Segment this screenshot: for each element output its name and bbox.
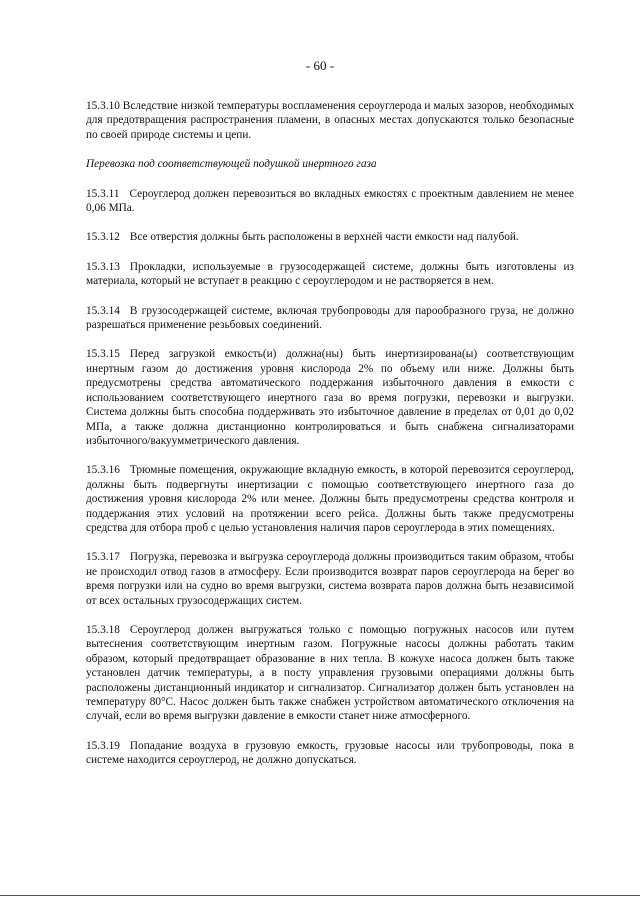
paragraph-15-3-10: 15.3.10 Вследствие низкой температуры воспламенения сероуглерода и малых зазоров, необходимых для предотвращения распространения пламени, в опасных местах допускаются только безопасные по своей природе системы и цепи. <box>86 100 574 141</box>
paragraph-15-3-16 <box>86 463 574 535</box>
paragraph-15-3-15 <box>86 347 574 448</box>
paragraph-15-3-11 <box>86 187 574 216</box>
paragraph-number: 15.3.14 <box>86 304 120 317</box>
paragraph-number: 15.3.12 <box>86 231 120 244</box>
paragraph-15-3-17 <box>86 550 574 608</box>
paragraph-number: 15.3.18 <box>86 623 120 636</box>
paragraph-text: Прокладки, используемые в грузосодержащей системе, должны быть изготовлены из материала, который не вступает в реакцию с сероуглеродом и не растворяется в нем. <box>86 260 574 288</box>
document-body <box>86 99 574 783</box>
paragraph-text: Погрузка, перевозка и выгрузка сероуглерода должны производиться таким образом, чтобы не происходил отвод газов в атмосферу. Если производится возврат паров сероуглерода на берег во время погрузки или на судно во время выгрузки, система возврата паров должна быть независимой от всех остальных грузосодержащих систем. <box>86 551 574 607</box>
paragraph-15-3-18 <box>86 623 574 724</box>
paragraph-text: Сероуглерод должен перевозиться во вкладных емкостях с проектным давлением не менее 0,06 МПа. <box>86 187 574 215</box>
paragraph-number: 15.3.11 <box>86 187 120 200</box>
paragraph-number: 15.3.19 <box>86 739 120 752</box>
page-bottom-rule <box>0 895 640 896</box>
paragraph-text: Перед загрузкой емкость(и) должна(ны) быть инертизирована(ы) соответствующим инертным газом до достижения уровня кислорода 2% по объему или ниже. Должны быть предусмотрены средства автоматического поддержания избыточного давления в емкости с использованием соответствующего инертного газа во время погрузки, перевозки и выгрузки. Система должны быть способна поддерживать это избыточное давление в пределах от 0,01 до 0,02 МПа, а также должна дистанционно контролироваться и быть снабжена сигнализаторами избыточного/вакуумметрического давления. <box>86 348 574 447</box>
paragraph-number: 15.3.16 <box>86 464 120 477</box>
paragraph-number: 15.3.13 <box>86 260 120 273</box>
paragraph-15-3-13 <box>86 260 574 289</box>
paragraph-15-3-12 <box>86 230 574 244</box>
paragraph-text: Трюмные помещения, окружающие вкладную емкость, в которой перевозится сероуглерод, должны быть подвергнуты инертизации с помощью соответствующего инертного газа до достижения уровня кислорода 2% или менее. Должны быть предусмотрены средства контроля и поддержания этих условий на протяжении всего рейса. Должны быть также предусмотрены средства для отбора проб с целью установления наличия паров сероуглерода в этих помещениях. <box>86 464 574 534</box>
paragraph-number: 15.3.15 <box>86 348 120 361</box>
page-number: - 60 - <box>305 58 335 73</box>
paragraph-number: 15.3.17 <box>86 551 120 564</box>
paragraph-15-3-14 <box>86 304 574 333</box>
paragraph-15-3-19 <box>86 739 574 768</box>
paragraph-text: В грузосодержащей системе, включая трубопроводы для парообразного груза, не должно разрешаться применение резьбовых соединений. <box>86 304 574 332</box>
section-heading: Перевозка под соответствующей подушкой инертного газа <box>86 158 377 171</box>
paragraph-text: Попадание воздуха в грузовую емкость, грузовые насосы или трубопроводы, пока в системе находится сероуглерод, не должно допускаться. <box>86 739 574 767</box>
paragraph-text: Все отверстия должны быть расположены в верхней части емкости над палубой. <box>129 231 519 244</box>
paragraph-text: Сероуглерод должен выгружаться только с помощью погружных насосов или путем вытеснения соответствующим инертным газом. Погружные насосы должны работать таким образом, который предотвращает образование в них тепла. В кожухе насоса должен быть также установлен датчик температуры, а в посту управления грузовыми операциями должны быть расположены дистанционный индикатор и сигнализатор. Сигнализатор должен быть установлен на температуру 80°С. Насос должен быть также снабжен устройством автоматического отключения на случай, если во время выгрузки давление в емкости станет ниже атмосферного. <box>86 623 574 723</box>
